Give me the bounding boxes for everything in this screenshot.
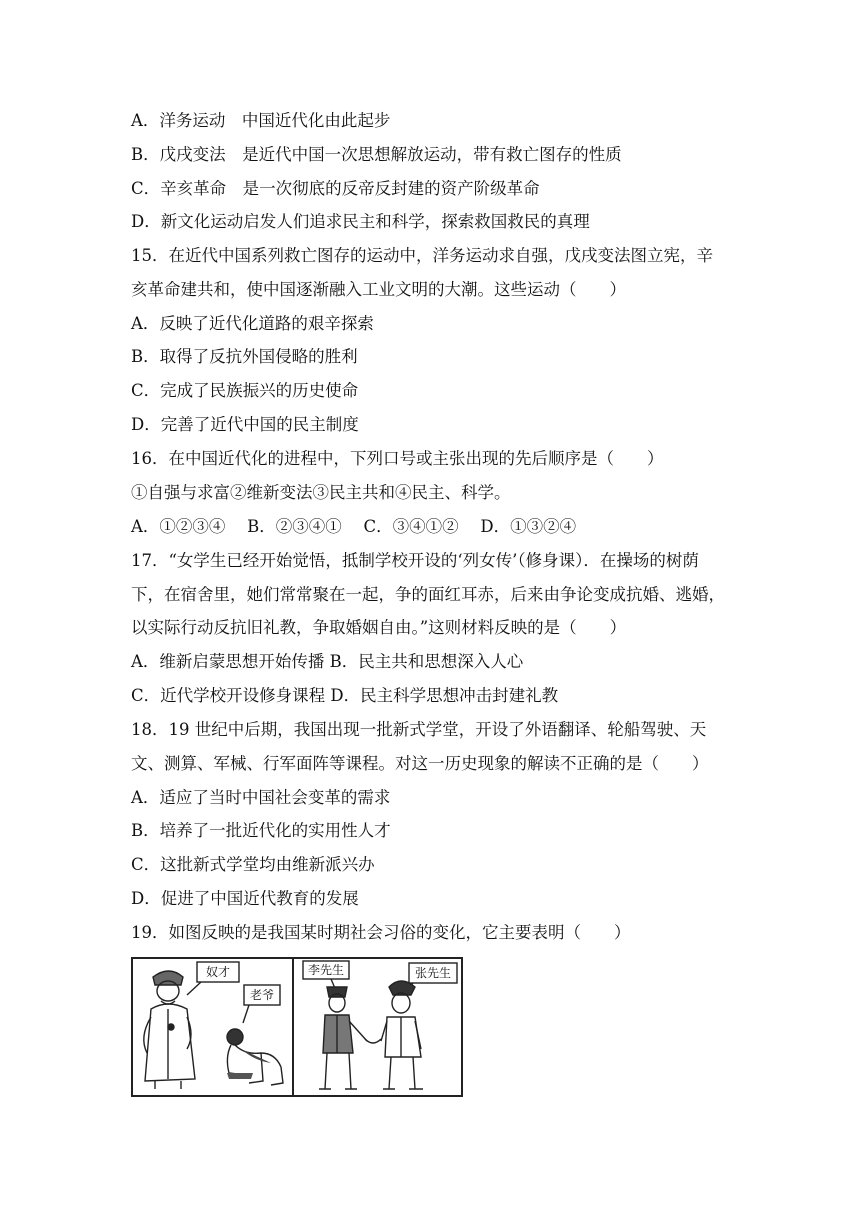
option-14b: B．戊戌变法 是近代中国一次思想解放运动，带有救亡图存的性质: [131, 145, 622, 164]
question-17-stem-3: 以实际行动反抗旧礼教，争取婚姻自由。”这则材料反映的是（ ）: [131, 618, 627, 637]
option-14a: A．洋务运动 中国近代化由此起步: [131, 111, 391, 130]
option-15b: B．取得了反抗外国侵略的胜利: [131, 347, 358, 366]
bubble-text-3: 李先生: [307, 963, 345, 977]
option-18a: A．适应了当时中国社会变革的需求: [131, 788, 391, 807]
question-18-stem-1: 18．19 世纪中后期，我国出现一批新式学堂，开设了外语翻译、轮船驾驶、天: [131, 720, 707, 739]
question-15-stem-1: 15．在近代中国系列救亡图存的运动中，洋务运动求自强，戊戌变法图立宪，辛: [131, 246, 713, 265]
bubble-text-1: 奴才: [205, 965, 231, 979]
question-16-items: ①自强与求富②维新变法③民主共和④民主、科学。: [131, 483, 511, 502]
option-15a: A．反映了近代化道路的艰辛探索: [131, 314, 374, 333]
option-18d: D．促进了中国近代教育的发展: [131, 889, 359, 908]
social-customs-comic: [131, 957, 463, 1097]
question-18-stem-2: 文、测算、军械、行军面阵等课程。对这一历史现象的解读不正确的是（ ）: [131, 754, 709, 773]
question-17-stem-1: 17．“女学生已经开始觉悟，抵制学校开设的‘列女传’（修身课）．在操场的树荫: [131, 551, 699, 570]
bubble-text-4: 张先生: [414, 966, 452, 980]
question-17-stem-2: 下，在宿舍里，她们常常聚在一起，争的面红耳赤，后来由争论变成抗婚、逃婚，: [131, 585, 725, 604]
option-15c: C．完成了民族振兴的历史使命: [131, 381, 359, 400]
question-16-stem: 16．在中国近代化的进程中，下列口号或主张出现的先后顺序是（ ）: [131, 449, 664, 468]
option-17cd: C．近代学校开设修身课程 D．民主科学思想冲击封建礼教: [131, 686, 559, 705]
question-19-stem: 19．如图反映的是我国某时期社会习俗的变化，它主要表明（ ）: [131, 923, 631, 942]
option-17ab: A．维新启蒙思想开始传播 B．民主共和思想深入人心: [131, 652, 524, 671]
option-14d: D．新文化运动启发人们追求民主和科学，探索救国救民的真理: [131, 212, 590, 231]
option-15d: D．完善了近代中国的民主制度: [131, 415, 359, 434]
bubble-text-2: 老爷: [249, 988, 275, 1002]
option-18c: C．这批新式学堂均由维新派兴办: [131, 855, 375, 874]
question-16-options: A．①②③④ B．②③④① C．③④①② D．①③②④: [131, 517, 577, 536]
option-14c: C．辛亥革命 是一次彻底的反帝反封建的资产阶级革命: [131, 179, 540, 198]
question-15-stem-2: 亥革命建共和，使中国逐渐融入工业文明的大潮。这些运动（ ）: [131, 280, 626, 299]
option-18b: B．培养了一批近代化的实用性人才: [131, 821, 391, 840]
